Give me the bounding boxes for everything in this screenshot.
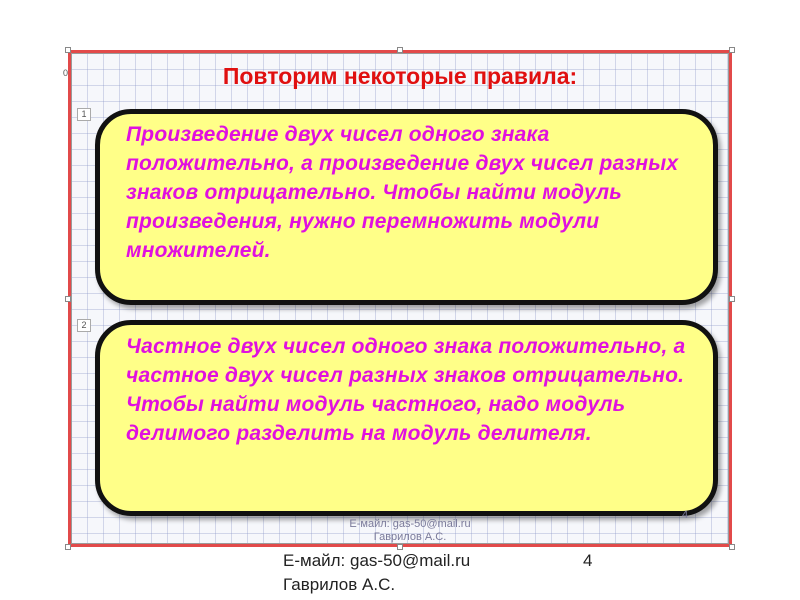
resize-handle-top-left[interactable] [65,47,71,53]
resize-handle-bottom-left[interactable] [65,544,71,550]
slide-inner-footer-author: Гаврилов А.С. [373,531,447,543]
resize-handle-top-right[interactable] [729,47,735,53]
rule-text-multiplication: Произведение двух чисел одного знака положительно, а произведение двух чисел разных знаков отрицательно. Чтобы найти модуль произведения, нужно перемножить модули множителей. [126,123,679,262]
resize-handle-top[interactable] [397,47,403,53]
resize-handle-bottom-right[interactable] [729,544,735,550]
footer-email: Е-майл: gas-50@mail.ru [283,551,471,570]
rule-text-division: Частное двух чисел одного знака положительно, а частное двух чисел разных знаков отрицательно. Чтобы найти модуль частного, надо модуль делимого разделить на модуль делителя. [126,335,686,445]
resize-handle-left[interactable] [65,296,71,302]
box-number-1: 1 [77,108,91,121]
resize-handle-right[interactable] [729,296,735,302]
slide-title[interactable]: Повторим некоторые правила: [222,63,578,89]
slide-inner-page-number: 4 [682,509,689,521]
box-number-0: 0 [63,68,69,78]
resize-handle-bottom[interactable] [397,544,403,550]
footer-page-number: 4 [583,551,593,570]
slide-inner-footer-email: Е-майл: gas-50@mail.ru [349,518,471,530]
footer-author: Гаврилов А.С. [283,575,396,594]
slide-inner-footer [320,518,500,544]
box-number-2: 2 [77,319,91,332]
